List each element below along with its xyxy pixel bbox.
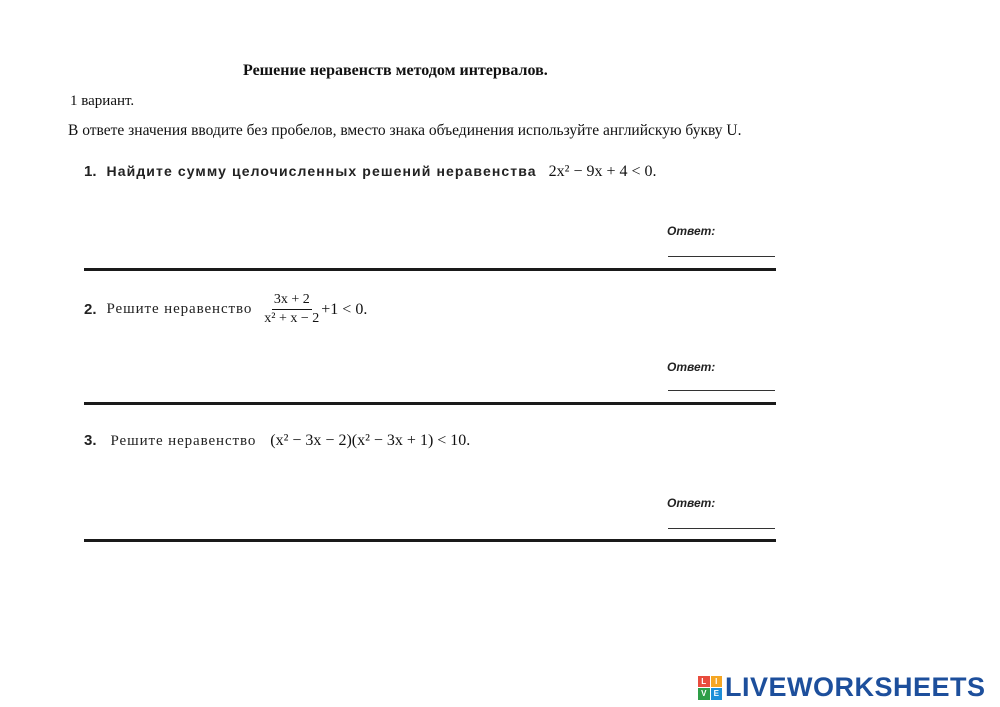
liveworksheets-logo-icon: [698, 676, 722, 700]
logo-letter-v: V: [698, 688, 710, 700]
question-2-number: 2.: [84, 301, 97, 318]
question-2-expression-tail: +1 < 0.: [321, 300, 368, 318]
answer-input-3[interactable]: [668, 510, 775, 529]
divider-1: [84, 268, 776, 271]
question-3-expression: (x² − 3x − 2)(x² − 3x + 1) < 10.: [270, 432, 471, 449]
question-2-text: Решите неравенство: [106, 301, 253, 317]
logo-letter-e: E: [711, 688, 723, 700]
answer-label-3: Ответ:: [667, 496, 716, 510]
question-3-number: 3.: [84, 432, 97, 449]
question-2-denominator: x² + x − 2: [264, 311, 320, 326]
answer-label-1: Ответ:: [667, 224, 716, 238]
divider-2: [84, 402, 776, 405]
question-3: [84, 432, 470, 450]
liveworksheets-logo[interactable]: [698, 672, 986, 703]
brand-name: LIVEWORKSHEETS: [725, 672, 986, 702]
instruction-text: В ответе значения вводите без пробелов, вместо знака объединения используйте английскую букву U.: [68, 122, 742, 139]
question-1-number: 1.: [84, 163, 97, 180]
question-2-fraction: [264, 292, 319, 327]
logo-letter-l: L: [698, 676, 710, 688]
variant-label: 1 вариант.: [70, 93, 135, 109]
question-3-text: Решите неравенство: [110, 433, 257, 449]
logo-letter-i: I: [711, 676, 723, 688]
divider-3: [84, 539, 776, 542]
question-1-expression: 2x² − 9x + 4 < 0.: [548, 163, 657, 180]
answer-input-1[interactable]: [668, 238, 775, 257]
question-2-numerator: 3x + 2: [272, 292, 312, 310]
question-1-text: Найдите сумму целочисленных решений неравенства: [106, 163, 537, 179]
answer-input-2[interactable]: [668, 372, 775, 391]
answer-label-2: Ответ:: [667, 360, 716, 374]
worksheet-title: Решение неравенств методом интервалов.: [243, 62, 548, 79]
question-1: [84, 163, 657, 181]
question-2: [84, 292, 367, 327]
